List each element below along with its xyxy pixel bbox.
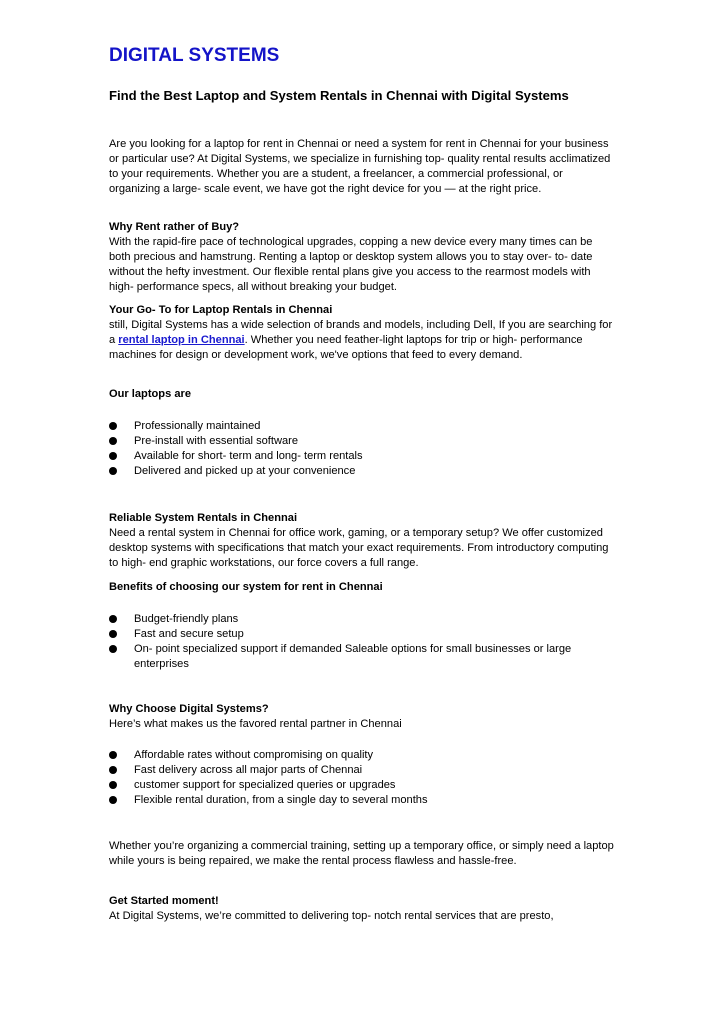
closing-paragraph: Whether you’re organizing a commercial training, setting up a temporary office, or simply need a laptop while yours is being repaired, we make the rental process flawless and hassle-free. (109, 840, 614, 867)
list-item: Delivered and picked up at your convenience (109, 464, 614, 479)
get-started-section (109, 894, 614, 924)
reliable-heading: Reliable System Rentals in Chennai (109, 512, 298, 524)
why-rent-body: With the rapid-fire pace of technological upgrades, copping a new device every many times can be both precious and hamstrung. Renting a laptop or desktop system allows you to stay over- to- date without the hefty investment. Our flexible rental plans give you access to the rearmost models with high- performance specs, all without breaking your budget. (109, 235, 593, 293)
benefits-heading: Benefits of choosing our system for rent in Chennai (109, 581, 383, 593)
list-item: Budget-friendly plans (109, 612, 614, 627)
bullet-icon (109, 630, 117, 638)
why-rent-section (109, 220, 614, 295)
reliable-body: Need a rental system in Chennai for office work, gaming, or a temporary setup? We offer customized desktop systems with specifications that match your exact requirements. From introductory computing to high- end graphic workstations, our force covers a full range. (109, 526, 609, 569)
go-to-body-before: still, Digital Systems has a wide selection of brands and models, including Dell, If you are searching for a (109, 318, 613, 346)
go-to-section (109, 303, 614, 363)
bullet-icon (109, 766, 117, 774)
why-choose-heading: Why Choose Digital Systems? (109, 703, 269, 715)
bullet-icon (109, 467, 117, 475)
rental-laptop-link[interactable]: rental laptop in Chennai (118, 333, 245, 346)
bullet-icon (109, 645, 117, 653)
bullet-icon (109, 437, 117, 445)
why-rent-heading: Why Rent rather of Buy? (109, 221, 240, 233)
benefits-list (109, 612, 614, 672)
list-item: Fast delivery across all major parts of Chennai (109, 763, 614, 778)
intro-paragraph: Are you looking for a laptop for rent in Chennai or need a system for rent in Chennai for your business or particular use? At Digital Systems, we specialize in furnishing top- quality rental results acclimatized to your requirements. Whether you are a student, a freelancer, a commercial professional, or organizing a large- scale event, we have got the right device for you — at the right price. (109, 138, 611, 195)
laptops-heading: Our laptops are (109, 388, 191, 400)
list-item: customer support for specialized queries or upgrades (109, 778, 614, 793)
list-item: On- point specialized support if demanded Saleable options for small businesses or large enterprises (109, 642, 614, 672)
why-choose-list (109, 748, 614, 808)
bullet-icon (109, 615, 117, 623)
list-item: Flexible rental duration, from a single day to several months (109, 793, 614, 808)
list-item: Affordable rates without compromising on quality (109, 748, 614, 763)
go-to-body-after: . Whether you need feather-light laptops for trip or high- performance machines for design or development work, we've options that feed to every demand. (109, 333, 583, 361)
bullet-icon (109, 781, 117, 789)
document-title: DIGITAL SYSTEMS (109, 45, 280, 66)
bullet-icon (109, 796, 117, 804)
go-to-heading: Your Go- To for Laptop Rentals in Chennai (109, 304, 333, 316)
list-item: Professionally maintained (109, 419, 614, 434)
reliable-section (109, 511, 614, 571)
get-started-body: At Digital Systems, we’re committed to delivering top- notch rental services that are presto, (109, 909, 554, 922)
why-choose-body: Here’s what makes us the favored rental partner in Chennai (109, 717, 402, 730)
bullet-icon (109, 422, 117, 430)
why-choose-section (109, 702, 614, 732)
bullet-icon (109, 452, 117, 460)
list-item: Fast and secure setup (109, 627, 614, 642)
list-item: Available for short- term and long- term rentals (109, 449, 614, 464)
get-started-heading: Get Started moment! (109, 895, 219, 907)
bullet-icon (109, 751, 117, 759)
laptops-list (109, 419, 614, 479)
list-item: Pre-install with essential software (109, 434, 614, 449)
document-subtitle: Find the Best Laptop and System Rentals in Chennai with Digital Systems (109, 88, 569, 103)
